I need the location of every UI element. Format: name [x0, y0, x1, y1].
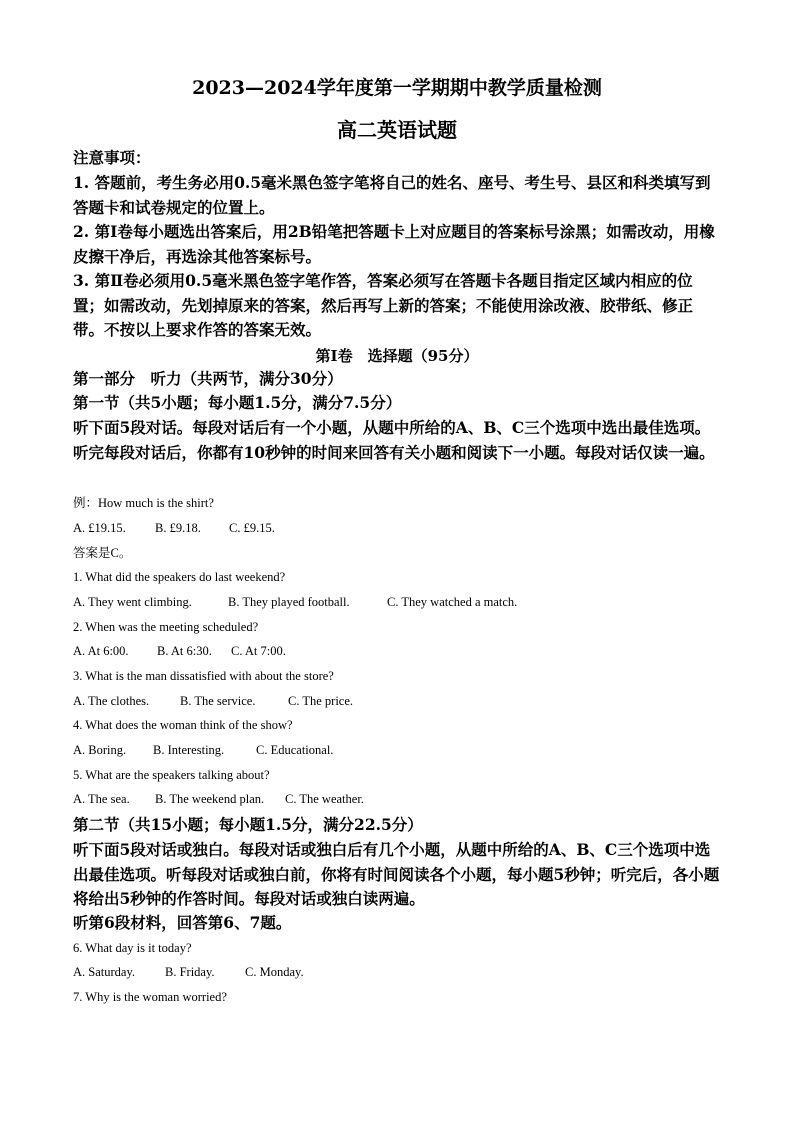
- question-6-options: [73, 964, 304, 980]
- option-b: B. Friday.: [165, 965, 215, 979]
- exam-title: 2023—2024学年度第一学期期中教学质量检测: [192, 77, 602, 99]
- example-question: 例：How much is the shirt?: [73, 496, 214, 510]
- option-c: C. The weather.: [285, 792, 364, 806]
- question-4: 4. What does the woman think of the show?: [73, 718, 293, 732]
- question-3: 3. What is the man dissatisfied with about the store?: [73, 669, 334, 683]
- notice-item-1: 1. 答题前，考生务必用0.5毫米黑色签字笔将自己的姓名、座号、考生号、县区和科类填写到答题卡和试卷规定的位置上。: [73, 173, 711, 217]
- example-option-b: B. £9.18.: [155, 521, 201, 535]
- section-1-instructions: 听下面5段对话。每段对话后有一个小题，从题中所给的A、B、C三个选项中选出最佳选项。听完每段对话后，你都有10秒钟的时间来回答有关小题和阅读下一小题。每段对话仅读一遍。: [73, 418, 715, 462]
- option-c: C. Educational.: [256, 743, 334, 757]
- option-a: A. Saturday.: [73, 965, 136, 979]
- question-2: 2. When was the meeting scheduled?: [73, 620, 259, 634]
- option-b: B. At 6:30.: [157, 644, 212, 658]
- example-options: [73, 520, 275, 536]
- option-c: C. Monday.: [245, 965, 304, 979]
- question-1-options: [73, 594, 517, 610]
- option-a: A. The clothes.: [73, 694, 150, 708]
- exam-subtitle: 高二英语试题: [337, 118, 457, 142]
- notice-heading: 注意事项：: [73, 148, 151, 167]
- example-answer: 答案是C。: [73, 546, 132, 560]
- section-1-heading: 第一节（共5小题；每小题1.5分，满分7.5分）: [73, 393, 402, 412]
- option-c: C. The price.: [288, 694, 354, 708]
- option-a: A. The sea.: [73, 792, 130, 806]
- question-6: 6. What day is it today?: [73, 941, 192, 955]
- question-4-options: [73, 742, 333, 758]
- option-a: A. Boring.: [73, 743, 127, 757]
- option-c: C. At 7:00.: [231, 644, 286, 658]
- notice-item-2: 2. 第Ⅰ卷每小题选出答案后，用2B铅笔把答题卡上对应题目的答案标号涂黑；如需改动，用橡皮擦干净后，再选涂其他答案标号。: [73, 222, 715, 266]
- question-5-options: [73, 791, 364, 807]
- option-b: B. They played football.: [228, 595, 350, 609]
- notice-item-3: 3. 第Ⅱ卷必须用0.5毫米黑色签字笔作答，答案必须写在答题卡各题目指定区域内相应的位置；如需改动，先划掉原来的答案，然后再写上新的答案；不能使用涂改液、胶带纸、修正带。不按以上要求作答的答案无效。: [73, 271, 694, 339]
- part-1-heading: 第一部分 听力（共两节，满分30分）: [73, 369, 343, 388]
- option-a: A. At 6:00.: [73, 644, 129, 658]
- question-3-options: [73, 693, 353, 709]
- material-6-heading: 听第6段材料，回答第6、7题。: [73, 913, 292, 932]
- option-b: B. The weekend plan.: [155, 792, 265, 806]
- section-2-heading: 第二节（共15小题；每小题1.5分，满分22.5分）: [73, 815, 423, 834]
- question-7: 7. Why is the woman worried?: [73, 990, 227, 1004]
- question-5: 5. What are the speakers talking about?: [73, 768, 270, 782]
- volume-1-heading: 第Ⅰ卷 选择题（95分）: [315, 347, 479, 365]
- option-c: C. They watched a match.: [387, 595, 518, 609]
- question-2-options: [73, 643, 286, 659]
- question-1: 1. What did the speakers do last weekend?: [73, 570, 286, 584]
- option-a: A. They went climbing.: [73, 595, 192, 609]
- section-2-instructions: 听下面5段对话或独白。每段对话或独白后有几个小题，从题中所给的A、B、C三个选项中选出最佳选项。听每段对话或独白前，你将有时间阅读各个小题，每小题5秒钟；听完后，各小题将给出5秒钟的作答时间。每段对话或独白读两遍。: [73, 840, 720, 908]
- option-b: B. The service.: [180, 694, 256, 708]
- option-b: B. Interesting.: [153, 743, 225, 757]
- example-option-a: A. £19.15.: [73, 521, 126, 535]
- example-option-c: C. £9.15.: [229, 521, 275, 535]
